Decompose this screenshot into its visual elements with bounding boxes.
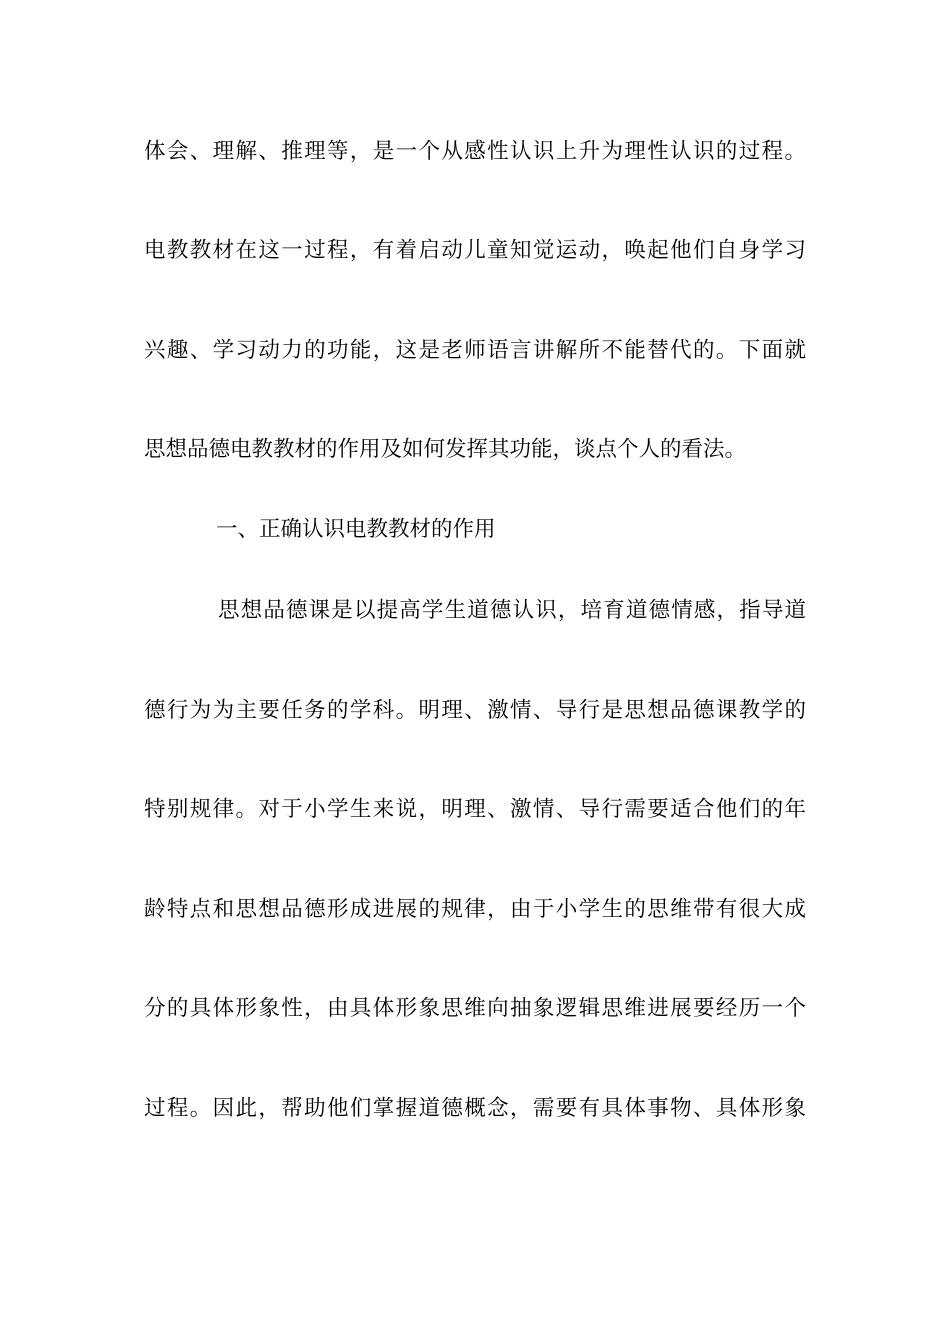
text-line: 德行为为主要任务的学科。明理、激情、导行是思想品德课教学的 bbox=[144, 698, 806, 723]
text-line: 兴趣、学习动力的功能，这是老师语言讲解所不能替代的。下面就 bbox=[144, 338, 806, 363]
text-line: 体会、理解、推理等，是一个从感性认识上升为理性认识的过程。 bbox=[144, 139, 806, 164]
text-line: 龄特点和思想品德形成进展的规律，由于小学生的思维带有很大成 bbox=[144, 897, 806, 922]
text-line: 分的具体形象性，由具体形象思维向抽象逻辑思维进展要经历一个 bbox=[144, 996, 806, 1021]
text-line: 电教教材在这一过程，有着启动儿童知觉运动，唤起他们自身学习 bbox=[144, 238, 806, 263]
text-line: 过程。因此，帮助他们掌握道德概念，需要有具体事物、具体形象 bbox=[144, 1096, 806, 1121]
paragraph-first-line: 思想品德课是以提高学生道德认识，培育道德情感，指导道 bbox=[218, 598, 806, 623]
text-line: 思想品德电教教材的作用及如何发挥其功能，谈点个人的看法。 bbox=[144, 437, 747, 462]
text-line: 特别规律。对于小学生来说，明理、激情、导行需要适合他们的年 bbox=[144, 797, 806, 822]
section-heading: 一、正确认识电教教材的作用 bbox=[216, 517, 496, 542]
